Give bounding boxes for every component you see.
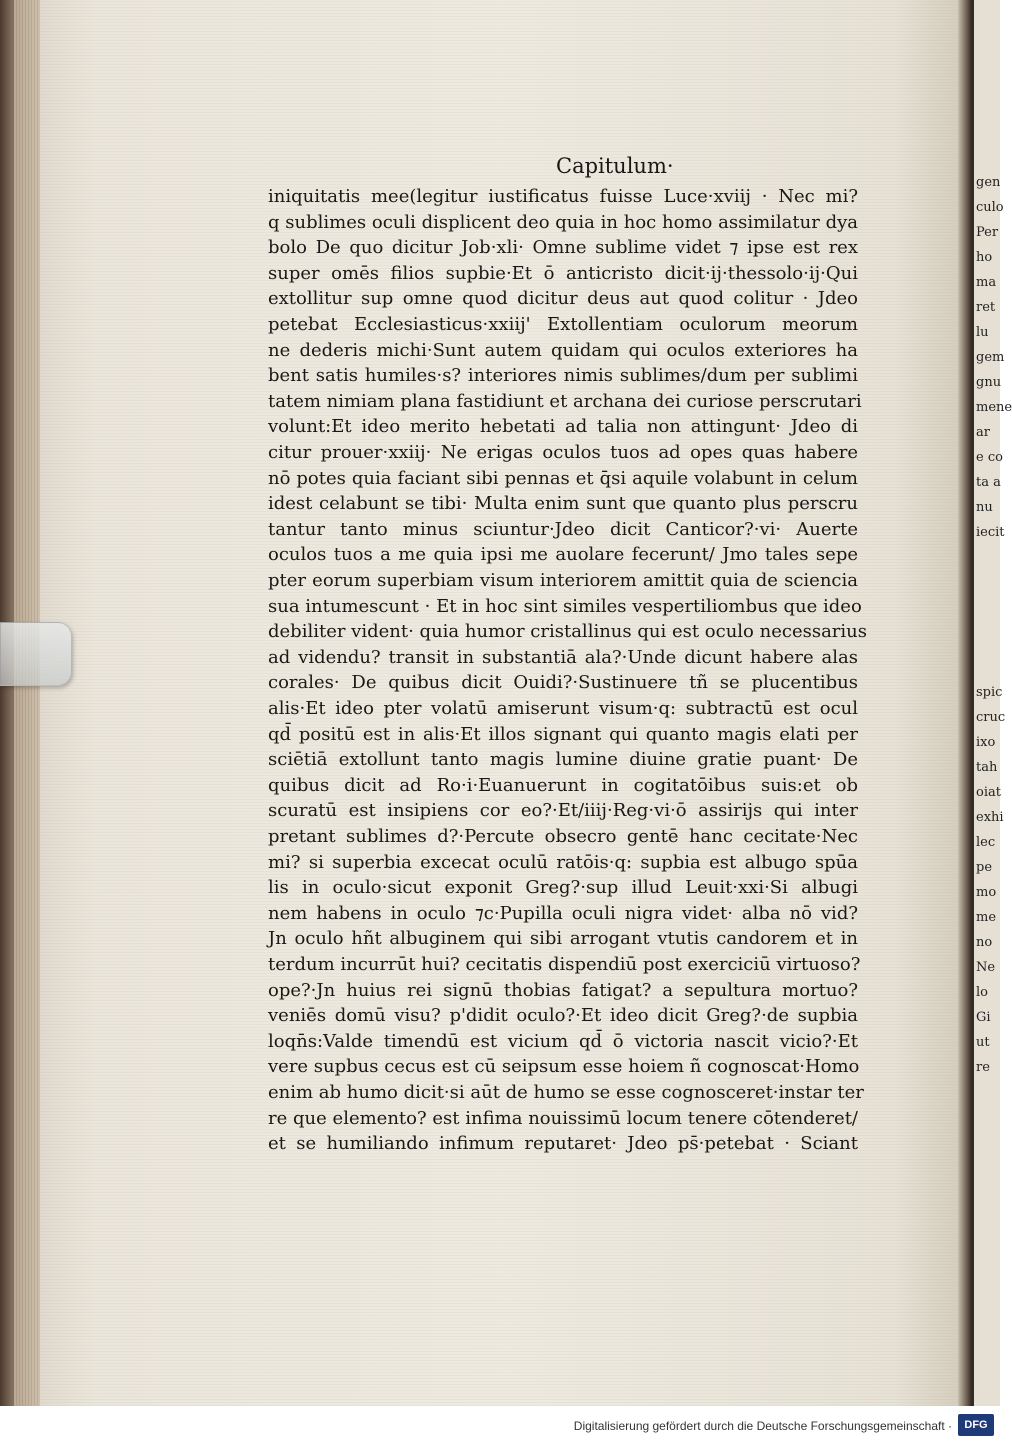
text-line: scuratū est insipiens cor eo?·Et/iiij·Reg·vi·ō assirijs qui inter	[268, 800, 858, 822]
text-line: corales· De quibus dicit Ouidi?·Sustinuere tñ se plucentibus	[268, 672, 858, 694]
text-line: et se humiliando infimum reputaret· Jdeo ps̄·petebat · Sciant	[268, 1133, 858, 1155]
text-line: re que elemento? est infima nouissimū locum tenere cōtenderet/	[268, 1107, 858, 1129]
text-line: mi? si superbia excecat oculū ratōis·q: supbia est albugo spūa	[268, 851, 858, 873]
text-line: nem habens in oculo ⁊c·Pupilla oculi nigra videt· alba nō vid?	[268, 902, 858, 924]
text-line: q sublimes oculi displicent deo quia in hoc homo assimilatur dya	[268, 211, 858, 233]
text-line: sciētiā extollunt tanto magis lumine diuine gratie puant· De	[268, 749, 858, 771]
text-line: idest celabunt se tibi· Multa enim sunt que quanto plus perscru	[268, 493, 858, 515]
text-line: ope?·Jn huius rei signū thobias fatigat? a sepultura mortuo?	[268, 979, 858, 1001]
adjacent-page-fragment: oiat	[976, 785, 1001, 800]
adjacent-page-fragment: lu	[976, 325, 989, 340]
funding-note: Digitalisierung gefördert durch die Deutsche Forschungsgemeinschaft ·	[573, 1419, 952, 1433]
adjacent-page-fragment: gen	[976, 175, 1001, 190]
adjacent-page-fragment: spic	[976, 685, 1003, 700]
adjacent-page-fragment: no	[976, 935, 993, 950]
text-line: alis·Et ideo pter volatū amiserunt visum·q: subtractū est ocul	[268, 698, 858, 719]
text-line: ad videndu? transit in substantiā ala?·Unde dicunt habere alas	[268, 646, 858, 668]
text-line: volunt:Et ideo merito hebetati ad talia non attingunt· Jdeo di	[268, 416, 858, 438]
text-line: ne dederis michi·Sunt autem quidam qui oculos exteriores ha	[268, 339, 858, 361]
adjacent-page-fragment: ixo	[976, 735, 996, 750]
text-line: debiliter vident· quia humor cristallinus qui est oculo necessarius	[268, 621, 867, 643]
adjacent-page-fragment: pe	[976, 860, 993, 875]
text-line: Jn oculo hñt albuginem qui sibi arrogant vtutis candorem et in	[268, 928, 858, 950]
text-line: lis in oculo·sicut exponit Greg?·sup illud Leuit·xxi·Si albugi	[268, 877, 858, 899]
adjacent-page-fragment: ret	[976, 300, 996, 315]
text-line: qd̄ positū est in alis·Et illos signant qui quanto magis elati per	[268, 723, 858, 745]
text-line: super omēs filios supbie·Et ō anticristo dicit·ij·thessolo·ij·Qui	[268, 262, 858, 284]
text-line: loqn̄s:Valde timendū est vicium qd̄ ō victoria nascit vicio?·Et	[268, 1030, 858, 1052]
adjacent-page-fragment: tah	[976, 760, 998, 775]
text-line: terdum incurrūt hui? cecitatis dispendiū post exerciciū virtuoso?	[268, 954, 861, 975]
adjacent-page-edge	[974, 0, 1012, 1406]
page-stack-edges	[14, 0, 42, 1406]
text-line: bolo De quo dicitur Job·xli· Omne sublime videt ⁊ ipse est rex	[268, 237, 858, 259]
text-line: nō potes quia faciant sibi pennas et q̄si aquile volabunt in celum	[268, 467, 858, 489]
adjacent-page-fragment: cruc	[976, 710, 1006, 725]
text-line: citur prouer·xxiij· Ne erigas oculos tuos ad opes quas habere	[268, 442, 858, 463]
text-line: enim ab humo dicit·si aūt de humo se esse cognosceret·instar ter	[268, 1082, 864, 1103]
adjacent-page-fragment: mo	[976, 885, 997, 900]
text-line: oculos tuos a me quia ipsi me auolare fecerunt/ Jmo tales sepe	[268, 544, 858, 566]
text-line: veniēs domū visu? p'didit oculo?·Et ideo dicit Greg?·de supbia	[268, 1005, 858, 1027]
adjacent-page-fragment: ho	[976, 250, 993, 265]
text-line: pretant sublimes d?·Percute obsecro gentē hanc cecitate·Nec	[268, 826, 858, 847]
adjacent-page-fragment: lo	[976, 985, 988, 1000]
text-line: sua intumescunt · Et in hoc sint similes vespertiliombus que ideo	[268, 595, 862, 617]
adjacent-page-fragment: me	[976, 910, 997, 925]
text-line: vere supbus cecus est cū seipsum esse hoiem ñ cognoscat·Homo	[268, 1056, 860, 1078]
text-line: tatem nimiam plana fastidiunt et archana dei curiose perscrutari	[268, 390, 862, 412]
adjacent-page-fragment: re	[976, 1060, 990, 1075]
adjacent-page-fragment: ma	[976, 275, 997, 290]
adjacent-page-fragment: lec	[976, 835, 996, 850]
text-line: petebat Ecclesiasticus·xxiij' Extollentiam oculorum meorum	[268, 314, 858, 335]
adjacent-page-fragment: mene	[976, 400, 1012, 415]
chapter-heading: Capitulum·	[556, 154, 674, 178]
adjacent-page-fragment: ta a	[976, 475, 1001, 490]
page-clip	[0, 622, 72, 686]
adjacent-page-fragment: gem	[976, 350, 1005, 365]
adjacent-page-fragment: iecit	[976, 525, 1005, 540]
text-line: extollitur sup omne quod dicitur deus aut quod colitur · Jdeo	[268, 288, 858, 310]
text-line: quibus dicit ad Ro·i·Euanuerunt in cogitatōibus suis:et ob	[268, 774, 858, 796]
text-line: bent satis humiles·s? interiores nimis sublimes/dum per sublimi	[268, 365, 858, 387]
adjacent-page-fragment: culo	[976, 200, 1004, 215]
text-line: pter eorum superbiam visum interiorem amittit quia de sciencia	[268, 570, 858, 591]
text-line: iniquitatis mee(legitur iustificatus fuisse Luce·xviij · Nec mi?	[268, 186, 858, 207]
dfg-logo: DFG	[958, 1414, 994, 1436]
adjacent-page-fragment: ut	[976, 1035, 990, 1050]
adjacent-page-fragment: gnu	[976, 375, 1002, 390]
adjacent-page-fragment: Gi	[976, 1010, 991, 1025]
adjacent-page-fragment: ar	[976, 425, 990, 440]
text-line: tantur tanto minus sciuntur·Jdeo dicit Canticor?·vi· Auerte	[268, 518, 858, 540]
adjacent-page-fragment: Ne	[976, 960, 996, 975]
adjacent-page-fragment: exhi	[976, 810, 1004, 825]
adjacent-page-fragment: nu	[976, 500, 993, 515]
adjacent-page-fragment: e co	[976, 450, 1003, 465]
adjacent-page-fragment: Per	[976, 225, 999, 240]
